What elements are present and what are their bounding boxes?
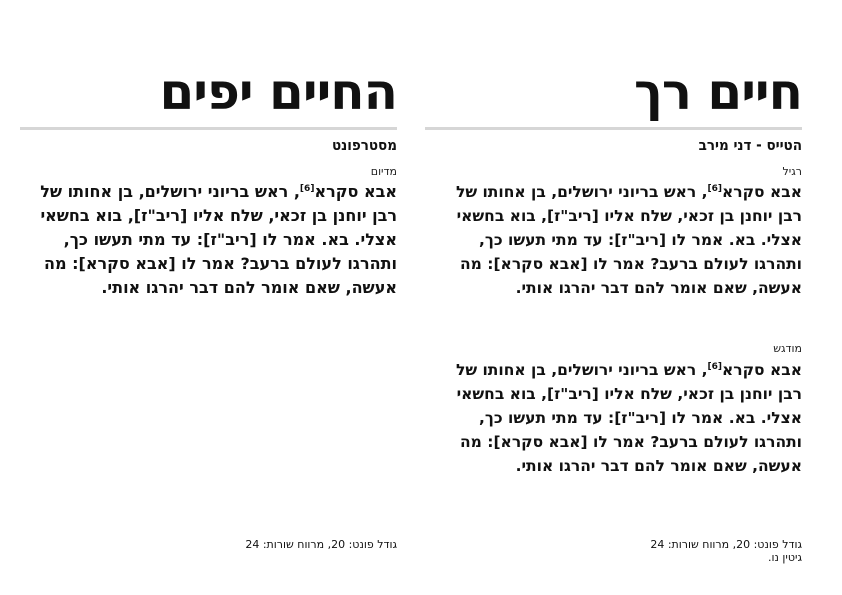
sample-paragraph-regular bbox=[442, 180, 802, 300]
sample-paragraph-bold bbox=[442, 358, 802, 478]
footnote-marker: [6] bbox=[299, 184, 315, 194]
specimen-title: החיים יפים bbox=[159, 63, 397, 121]
sample-text: אבא סקרא bbox=[314, 182, 397, 201]
sample-text: , ראש בריוני ירושלים, בן אחותו של רבן יוחנן בן זכאי, שלח אליו [ריב"ז], בוא בחשאי אצלי. בא. אמר לו [ריב"ז]: עד מתי תעשו כך, ותהרגו לעולם ברעב? אמר לו [אבא סקרא]: מה אעשה, שאם אומר להם דבר יהרגו אותי. bbox=[40, 182, 397, 297]
sample-text: אבא סקרא bbox=[722, 183, 802, 201]
sample-text: אבא סקרא bbox=[722, 361, 802, 379]
source-reference: גיטין נו. bbox=[768, 551, 802, 564]
specimen-title: חיים רך bbox=[634, 63, 802, 121]
sample-paragraph-medium bbox=[37, 180, 397, 300]
font-name: מסטרפונט bbox=[331, 136, 397, 154]
font-size-info: גודל פונט: 20, מרווח שורות: 24 bbox=[245, 538, 397, 551]
font-name: הטייס - דני מירב bbox=[698, 136, 802, 154]
weight-label-regular: רגיל bbox=[782, 165, 802, 178]
footnote-marker: [6] bbox=[707, 362, 723, 372]
footnote-marker: [6] bbox=[707, 184, 723, 194]
divider-line bbox=[20, 127, 397, 130]
divider-line bbox=[425, 127, 802, 130]
font-size-info: גודל פונט: 20, מרווח שורות: 24 bbox=[650, 538, 802, 551]
sample-text: , ראש בריוני ירושלים, בן אחותו של רבן יוחנן בן זכאי, שלח אליו [ריב"ז], בוא בחשאי אצלי. בא. אמר לו [ריב"ז]: עד מתי תעשו כך, ותהרגו לעולם ברעב? אמר לו [אבא סקרא]: מה אעשה, שאם אומר להם דבר יהרגו אותי. bbox=[455, 361, 802, 475]
weight-label-bold: מודגש bbox=[773, 342, 802, 355]
sample-text: , ראש בריוני ירושלים, בן אחותו של רבן יוחנן בן זכאי, שלח אליו [ריב"ז], בוא בחשאי אצלי. בא. אמר לו [ריב"ז]: עד מתי תעשו כך, ותהרגו לעולם ברעב? אמר לו [אבא סקרא]: מה אעשה, שאם אומר להם דבר יהרגו אותי. bbox=[455, 183, 802, 297]
weight-label-medium: מדיום bbox=[370, 165, 397, 178]
